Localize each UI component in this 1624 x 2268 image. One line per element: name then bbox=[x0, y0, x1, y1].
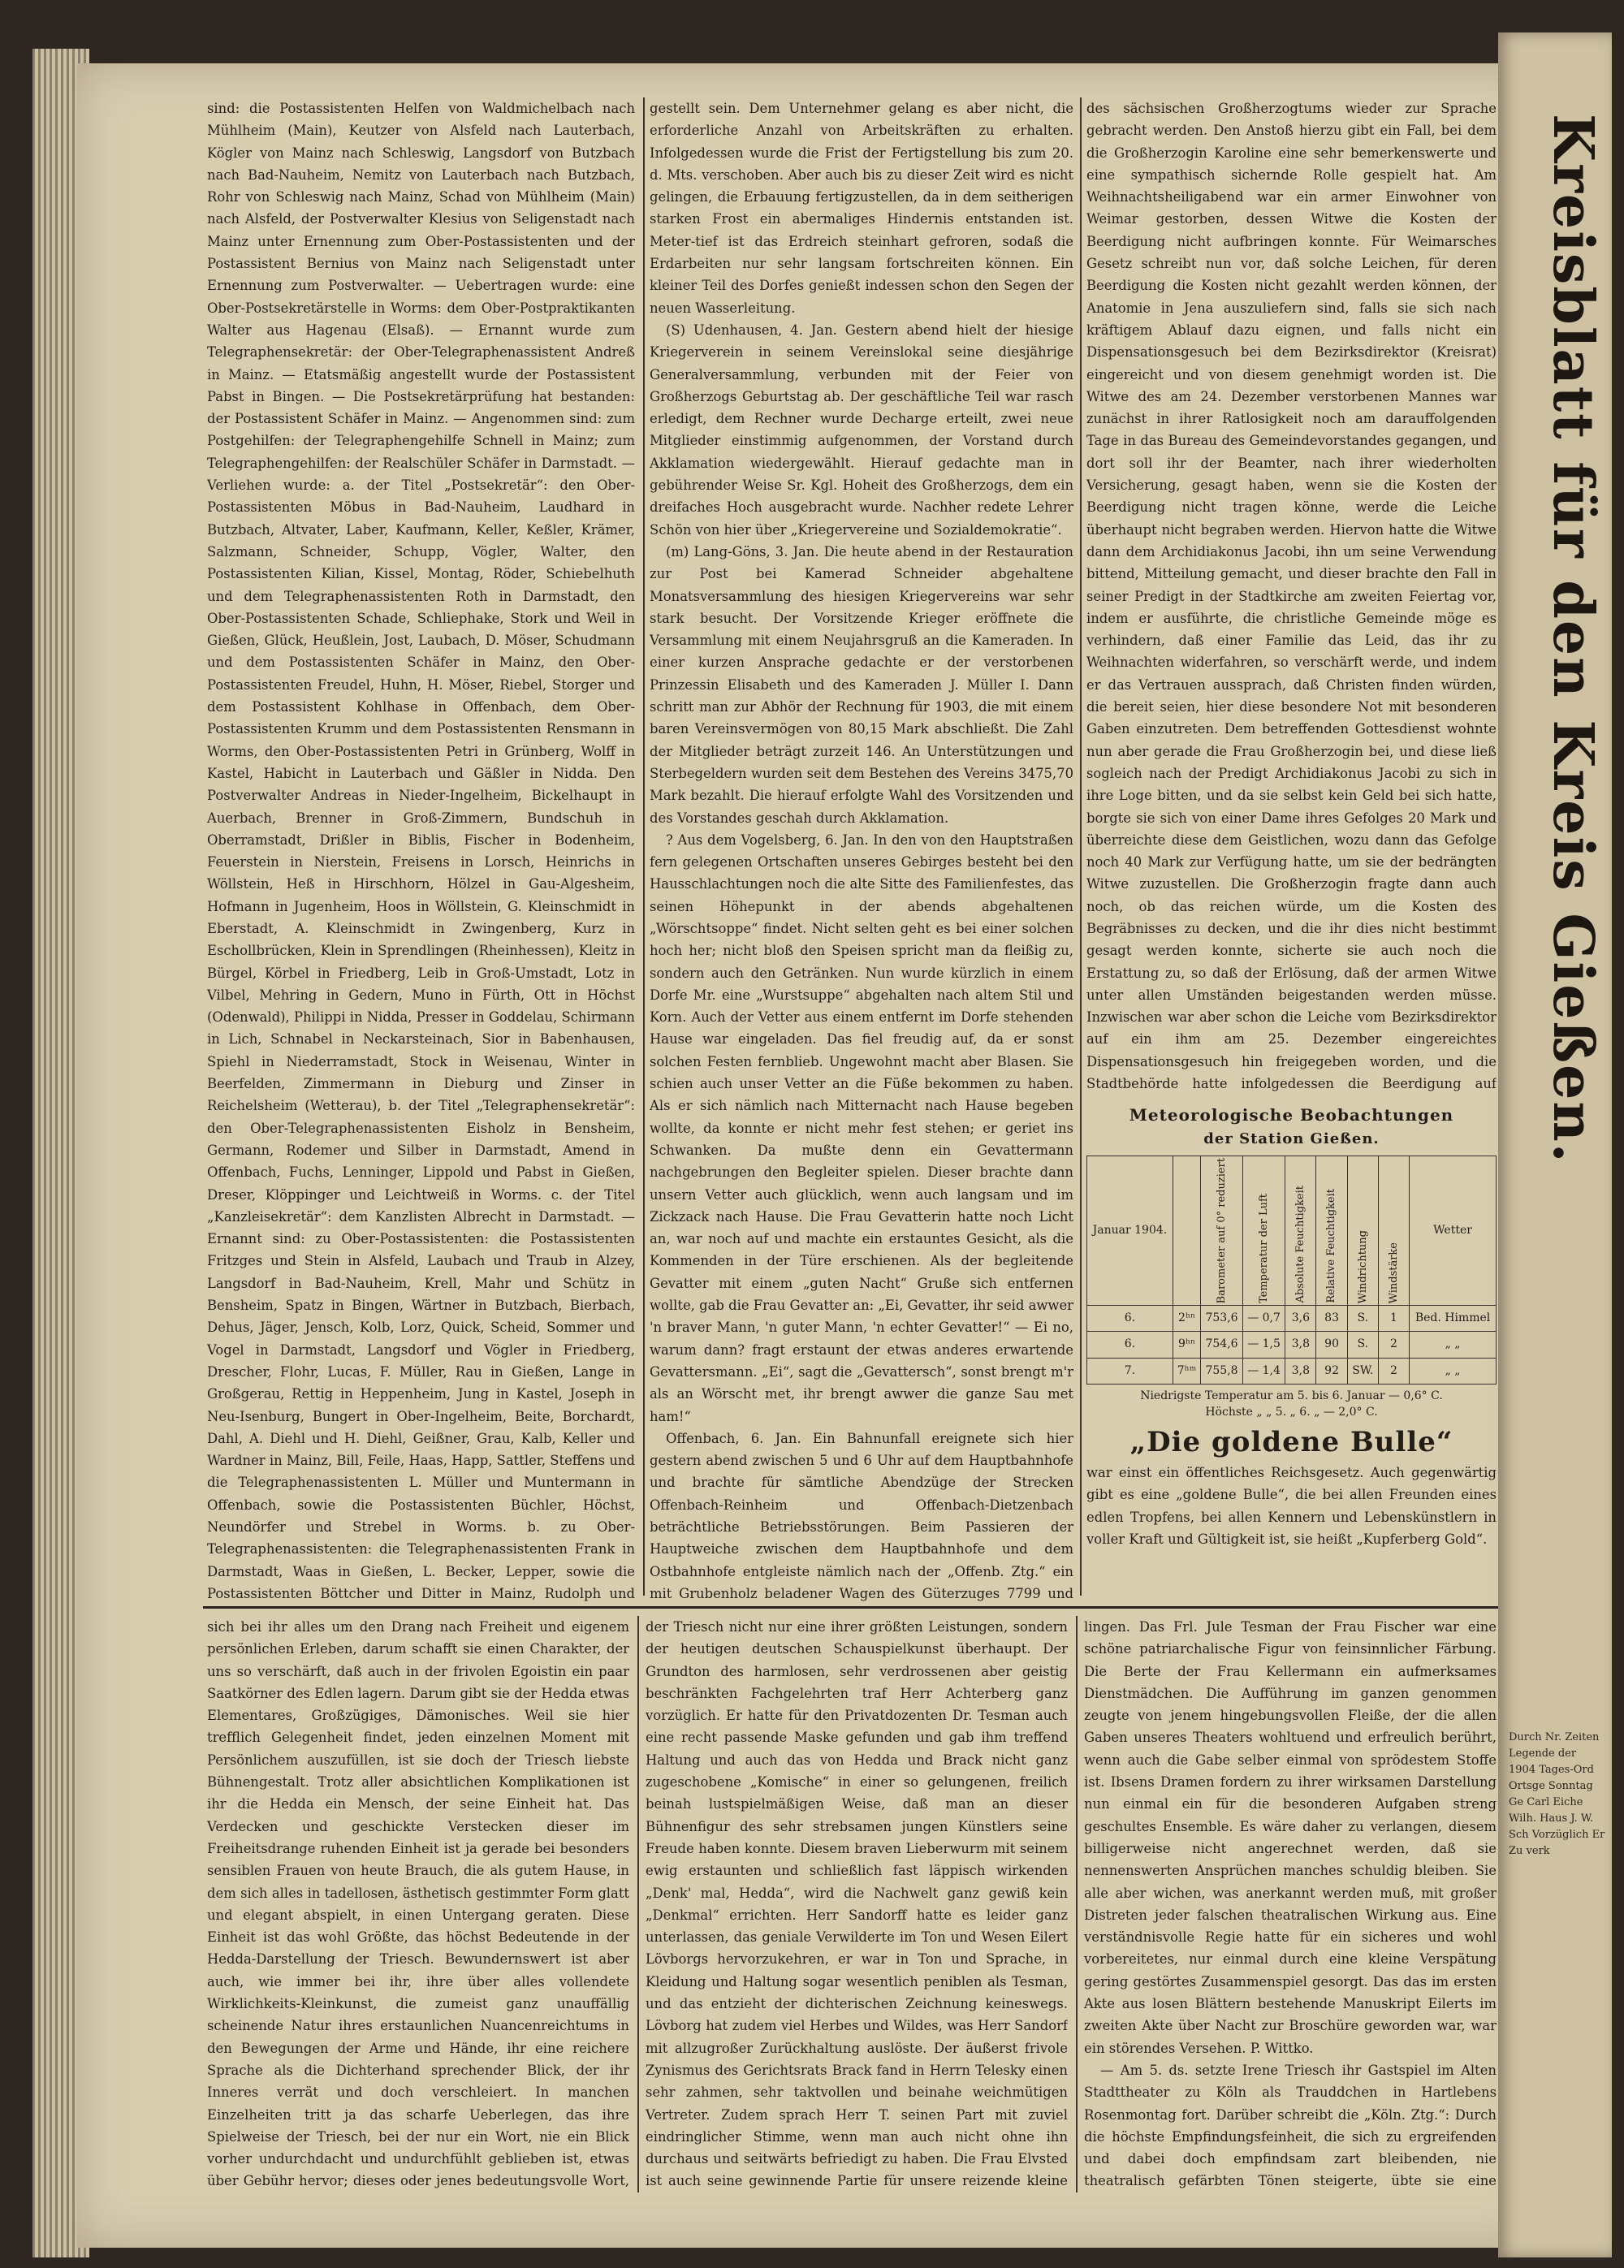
weather-footnote-low: Niedrigste Temperatur am 5. bis 6. Januar — 0,6° C. bbox=[1140, 1389, 1443, 1402]
cell-wetter: „ „ bbox=[1410, 1332, 1497, 1358]
lower-column-3 bbox=[1084, 1616, 1497, 2197]
udenhausen-item: (S) Udenhausen, 4. Jan. Gestern abend hielt der hiesige Kriegerverein in seinem Vereinslokal seine diesjährige Generalversammlung, verbunden mit der Feier von Großherzogs Geburtstag ab. Der geschäftliche Teil war rasch erledigt, dem Rechner wurde Decharge erteilt, zwei neue Mitglieder einstimmig aufgenommen, der Vorstand durch Akklamation wiedergewählt. Hierauf gedachte man in gebührender Weise Sr. Kgl. Hoheit des Großherzogs, dem ein dreifaches Hoch ausgebracht wurde. Nachher redete Lehrer Schön von hier über „Kriegervereine und Sozialdemokratie“. bbox=[650, 322, 1073, 538]
horizontal-section-rule bbox=[203, 1606, 1498, 1609]
weather-table-box bbox=[1086, 1104, 1497, 1420]
facing-page-fragments bbox=[1509, 1730, 1606, 2233]
masthead-vertical bbox=[1540, 81, 1612, 1786]
cell-absf: 3,8 bbox=[1285, 1332, 1316, 1358]
triesch-koeln-item: — Am 5. ds. setzte Irene Triesch ihr Gastspiel im Alten Stadttheater zu Köln als Trauddchen in Hartlebens Rosenmontag fort. Darüber schreibt die „Köln. Ztg.“: Durch die höchste Empfindungsfeinheit, die sich zu ergreifenden und dabei doch empfindsam zart bleibenden, nie theatralisch gefärbten Tönen steigerte, übte sie eine bbox=[1084, 2062, 1497, 2189]
lower-column-1-text: sich bei ihr alles um den Drang nach Freiheit und eigenem persönlichen Erleben, darum schafft sie einen Charakter, der uns so verschärft, daß auch in der frivolen Egoistin ein paar Saatkörner des Edlen lagern. Darum gibt sie der Hedda etwas Elementares, Großzügiges, Dämonisches. Weil sie hier trefflich Gelegenheit findet, jeden einzelnen Moment mit Persönlichem auszufüllen, ist sie doch der Triesch liebste Bühnengestalt. Trotz aller absichtlichen Komplikationen ist ihr die Hedda ein Mensch, der seine Einheit hat. Das Verdecken und geschickte Verstecken dieser im Freiheitsdrange ruhenden Einheit ist ja gerade bei besonders sensiblen Frauen von heute Brauch, die als gutem Hause, in dem sich alles in tadellosen, ästhetisch gestimmter Form glatt und elegant abspielt, in einen Untergang geraten. Diese Einheit ist das wohl Größte, das höchst Bedeutende in der Hedda-Darstellung der Triesch. Bewundernswert ist aber auch, wie immer bei ihr, ihre über alles vollendete Wirklichkeits-Kleinkunst, die zumeist ganz unauffällig scheinende Natur ihres erstaunlichen Nuancenreichtums in den Bewegungen der Arme und Hände, ihr eine reichere Sprache als die Dichterhand sprechender Blick, der ihr Inneres verrät und doch verschleiert. In manchen Einzelheiten tritt ja das scharfe Ueberlegen, das ihre Spielweise der Triesch, bei der nur ein Wort, nie ein Blick vorher undurchdacht und undurchfühlt geblieben ist, etwas über Gebühr hervor; dieses oder jenes bedeutungsvolle Wort, bbox=[207, 1619, 629, 2189]
goldene-bulle-text: war einst ein öffentliches Reichsgesetz. Auch gegenwärtig gibt es eine „goldene Bulle“, die bei allen Freunden eines edlen Tropfens, bei allen Kennern und Lebenskünstlern in voller Kraft und Gültigkeit ist, sie heißt „Kupferberg Gold“. bbox=[1086, 1465, 1497, 1548]
weather-col-wind: Windrichtung bbox=[1347, 1156, 1378, 1305]
column-divider-1 bbox=[643, 97, 645, 1596]
cell-absf: 3,6 bbox=[1285, 1305, 1316, 1331]
column-1-text: sind: die Postassistenten Helfen von Waldmichelbach nach Mühlheim (Main), Keutzer von Alsfeld nach Lauterbach, Kögler von Mainz nach Schleswig, Langsdorf von Butzbach nach Bad-Nauheim, Nemitz von Lauterbach nach Butzbach, Rohr von Schleswig nach Mainz, Schad von Mühlheim (Main) nach Alsfeld, der Postverwalter Klesius von Seligenstadt nach Mainz unter Ernennung zum Ober-Postassistenten und der Postassistent Bernius von Mainz nach Seligenstadt unter Ernennung zum Postverwalter. — Uebertragen wurde: eine Ober-Postsekretärstelle in Worms: dem Ober-Postpraktikanten Walter aus Hagenau (Elsaß). — Ernannt wurde zum Telegraphensekretär: der Ober-Telegraphenassistent Andreß in Mainz. — Etatsmäßig angestellt wurde der Postassistent Pabst in Bingen. — Die Postsekretärprüfung hat bestanden: der Postassistent Schäfer in Mainz. — Angenommen sind: zum Postgehilfen: der Telegraphengehilfe Schnell in Mainz; zum Telegraphengehilfen: der Realschüler Schäfer in Darmstadt. — Verliehen wurde: a. der Titel „Postsekretär“: den Ober-Postassistenten Möbus in Bad-Nauheim, Laudhard in Butzbach, Altvater, Laber, Kaufmann, Keller, Keßler, Krämer, Salzmann, Schneider, Schupp, Vögler, Walter, den Postassistenten Kilian, Kissel, Montag, Röder, Schiebelhuth und dem Telegraphenassistenten Roth in Darmstadt, den Ober-Postassistenten Schade, Schliephake, Stork und Weil in Gießen, Glück, Heußlein, Jost, Laubach, D. Möser, Schudmann und dem Postassistenten Schäfer in Mainz, den Ober-Postassistenten Freudel, Huhn, H. Möser, Riebel, Storger und dem Postassistent Kohlhase in Offenbach, dem Ober-Postassistenten Krumm und dem Postassistenten Rensmann in Worms, den Ober-Postassistenten Petri in Grünberg, Wolff in Kastel, Habicht in Lauterbach und Gäßler in Nidda. Den Postverwalter Andreas in Nieder-Ingelheim, Bickelhaupt in Auerbach, Brenner in Groß-Zimmern, Bundschuh in Oberramstadt, Drißler in Biblis, Fischer in Bodenheim, Feuerstein in Nierstein, Freisens in Lorsch, Heinrichs in Wöllstein, Heß in Hirschhorn, Hölzel in Gau-Algesheim, Hofmann in Jugenheim, Hoos in Wöllstein, G. Kleinschmidt in Eberstadt, A. Kleinschmidt in Zwingenberg, Kurz in Eschollbrücken, Klein in Sprendlingen (Rheinhessen), Kleitz in Bürgel, Körbel in Friedberg, Leib in Groß-Umstadt, Lotz in Vilbel, Mehring in Gedern, Muno in Fürth, Ott in Höchst (Odenwald), Philippi in Nidda, Presser in Goddelau, Schirmann in Lich, Schnabel in Neckarsteinach, Sior in Babenhausen, Spiehl in Niederramstadt, Stock in Weisenau, Winter in Beerfelden, Zimmermann in Dieburg und Zinser in Reichelsheim (Wetterau), b. der Titel „Telegraphensekretär“: den Ober-Telegraphenassistenten Eisholz in Bensheim, Germann, Rodemer und Silber in Darmstadt, Amend in Offenbach, Fuchs, Lenninger, Lippold und Pabst in Gießen, Dreser, Klöppinger und Leichtweiß in Worms. c. der Titel „Kanzleisekretär“: dem Kanzlisten Albrecht in Darmstadt. — Ernannt sind: zu Ober-Postassistenten: die Postassistenten Fritzges und Stein in Alsfeld, Laubach und Traub in Alzey, Langsdorf in Bad-Nauheim, Krell, Mahr und Schütz in Bensheim, Spatz in Bingen, Wärtner in Butzbach, Bierbach, Dehus, Jäger, Jensch, Kolb, Lorz, Quick, Scheid, Sommer und Vogel in Darmstadt, Langsdorf und Vögler in Friedberg, Drescher, Flohr, Lucas, F. Müller, Rau in Gießen, Lange in Großgerau, Rettig in Heppenheim, Jung in Kastel, Joseph in Neu-Isenburg, Bungert in Ober-Ingelheim, Beite, Borchardt, Dahl, A. Diehl und H. Diehl, Geißner, Grau, Kalb, Keller und Wardner in Mainz, Bill, Feile, Haas, Happ, Sattler, Steffens und die Telegraphenassistenten L. Müller und Muntermann in Offenbach, sowie die Postassistenten Büchler, Höchst, Neundörfer und Strebel in Worms. b. zu Ober-Telegraphenassistenten: die Telegraphenassistenten Frank in Darmstadt, Waas in Gießen, L. Becker, Lepper, sowie die Postassistenten Böttcher und Ditter in Mainz, Rudolph und bbox=[207, 101, 635, 1601]
column-2-text: gestellt sein. Dem Unternehmer gelang es aber nicht, die erforderliche Anzahl von Arbeitskräften zu erhalten. Infolgedessen wurde die Frist der Fertigstellung bis zum 20. d. Mts. verschoben. Aber auch bis zu dieser Zeit wird es nicht gelingen, die Erbauung fertigzustellen, da in dem seitherigen starken Frost ein abermaliges Hindernis entstanden ist. Meter-tief ist das Erdreich steinhart gefroren, sodaß die Erdarbeiten nur sehr langsam fortschreiten können. Ein kleiner Teil des Dorfes genießt indessen schon den Segen der neuen Wasserleitung. bbox=[650, 101, 1073, 316]
lower-column-2-text: der Triesch nicht nur eine ihrer größten Leistungen, sondern der heutigen deutschen Schauspielkunst überhaupt. Der Grundton des harmlosen, sehr verdrossenen aber geistig beschränkten Fachgelehrten traf Herr Achterberg ganz vorzüglich. Er hatte für den Privatdozenten Dr. Tesman auch eine recht passende Maske gefunden und gab ihm treffend Haltung und auch das von Hedda und Brack nicht ganz zugeschobene „Komische“ in einer so gelungenen, freilich beinah lustspielmäßigen Weise, daß man an dieser Bühnenfigur des sehr strebsamen jungen Künstlers seine Freude haben konnte. Diesem braven Lieberwurm mit seinem ewig erstaunten und schließlich fast läppisch wirkenden „Denk' mal, Hedda“, wird die Nachwelt ganz gewiß kein „Denkmal“ errichten. Herr Sandorff hatte es leider ganz unterlassen, das geniale Verwilderte im Ton und Wesen Eilert Lövborgs hervorzukehren, er war in Ton und Sprache, in Kleidung und Haltung sogar wesentlich peniblen als Tesman, und das entzieht der dichterischen Zeichnung keineswegs. Lövborg hat zudem viel Herbes und Wildes, was Herr Sandorf mit allzugroßer Zurückhaltung auslöste. Der äußerst frivole Zynismus des Gerichtsrats Brack fand in Herrn Telesky einen sehr zahmen, sehr taktvollen und beinahe weichmütigen Vertreter. Zudem sprach Herr T. seinen Part mit zuviel eindringlicher Stimme, wenn man auch nicht ohne ihn durchaus und seitwärts befriedigt zu haben. Die Frau Elvsted ist auch seine gewinnende Partie für unsere reizende kleine bbox=[646, 1619, 1068, 2189]
weather-col-baro: Barometer auf 0° reduziert bbox=[1201, 1156, 1243, 1305]
cell-time: 7ʰᵐ bbox=[1173, 1358, 1200, 1384]
cell-wind: S. bbox=[1347, 1305, 1378, 1331]
cell-wetter: Bed. Himmel bbox=[1410, 1305, 1497, 1331]
cell-windst: 2 bbox=[1378, 1358, 1409, 1384]
offenbach-item: Offenbach, 6. Jan. Ein Bahnunfall ereignete sich hier gestern abend zwischen 5 und 6 Uhr auf dem Hauptbahnhofe und brachte für sämtliche Abendzüge der Strecken Offenbach-Reinheim und Offenbach-Dietzenbach beträchtliche Betriebsstörungen. Beim Passieren der Hauptweiche zwischen dem Hauptbahnhofe und dem Ostbahnhofe entgleiste nämlich nach der „Offenb. Ztg.“ ein mit Grubenholz beladener Wagen des Güterzuges 7799 und bbox=[650, 1430, 1073, 1601]
weather-col-wetter: Wetter bbox=[1410, 1156, 1497, 1305]
weather-col-date: Januar 1904. bbox=[1087, 1156, 1173, 1305]
cell-absf: 3,8 bbox=[1285, 1358, 1316, 1384]
facing-page-text: Durch Nr. Zeiten Legende der 1904 Tages-Ord Ortsge Sonntag Ge Carl Eiche Wilh. Haus J. W. Sch Vorzüglich Er Zu verk bbox=[1509, 1731, 1605, 1857]
weather-title: Meteorologische Beobachtungen bbox=[1129, 1105, 1454, 1125]
weather-col-temp: Temperatur der Luft bbox=[1242, 1156, 1285, 1305]
lower-column-2 bbox=[646, 1616, 1068, 2197]
masthead-title: Kreisblatt für den Kreis Gießen. bbox=[1540, 114, 1605, 1164]
column-2 bbox=[650, 97, 1073, 1608]
weather-col-relf: Relative Feuchtigkeit bbox=[1316, 1156, 1347, 1305]
cell-time: 9ʰⁿ bbox=[1173, 1332, 1200, 1358]
weather-col-time bbox=[1173, 1156, 1200, 1305]
weather-col-absf: Absolute Feuchtigkeit bbox=[1285, 1156, 1316, 1305]
lower-divider-1 bbox=[637, 1616, 639, 2192]
lower-column-1 bbox=[207, 1616, 629, 2197]
column-1 bbox=[207, 97, 635, 1608]
cell-baro: 754,6 bbox=[1201, 1332, 1243, 1358]
cell-relf: 83 bbox=[1316, 1305, 1347, 1331]
cell-time: 2ʰⁿ bbox=[1173, 1305, 1200, 1331]
vogelsberg-item: ? Aus dem Vogelsberg, 6. Jan. In den von den Hauptstraßen fern gelegenen Ortschaften unseres Gebirges besteht bei den Hausschlachtungen noch die alte Sitte des Familienfestes, das seinen Höhepunkt in der abends abgehaltenen „Wörschtsoppe“ findet. Nicht selten geht es bei einer solchen hoch her; nicht bloß den Speisen spricht man da fleißig zu, sondern auch den Getränken. Nun wurde kürzlich in einem Dorfe Mr. eine „Wurstsuppe“ abgehalten nach altem Stil und Korn. Auch der Vetter aus einem entfernt im Dorfe stehenden Hause war eingeladen. Das fiel freudig auf, da er sonst solchen Festen fernblieb. Ungewohnt macht aber Blasen. Sie schien auch unser Vetter an die Füße bekommen zu haben. Als er sich nämlich nach Mitternacht nach Hause begeben wollte, da konnte er nicht mehr fest stehen; er geriet ins Schwanken. Da mußte denn ein Gevattermann nachgebrungen den Begleiter spielen. Dieser brachte dann unsern Vetter auch glücklich, wenn auch langsam und im Zickzack nach Hause. Die Frau Gevatterin hatte noch Licht an, war noch auf und machte ein erstauntes Gesicht, als die Kommenden in der Türe erschienen. Als der begleitende Gevatter mit einem „guten Nacht“ Gruße sich entfernen wollte, gab die Frau Gevatter an: „Ei, Gevatter, ihr seid awwer 'n braver Mann, 'n guter Mann, 'n echter Gevatter!“ — Ei no, warum dann? fragt erstaunt der etwas anderes erwartende Gevattersmann. „Ei“, sagt die „Gevattersch“, sonst brengt m'r als an Wörscht met, ihr brengt awwer die ganze Sau met ham!“ bbox=[650, 832, 1073, 1424]
lang-goens-item: (m) Lang-Göns, 3. Jan. Die heute abend in der Restauration zur Post bei Kamerad Schneider abgehaltene Monatsversammlung des hiesigen Kriegervereins war sehr stark besucht. Der Vorsitzende Krieger eröffnete die Versammlung mit einem Neujahrsgruß an die Kameraden. In einer kurzen Ansprache gedachte er der verstorbenen Prinzessin Elisabeth und des Kameraden J. Müller I. Dann schritt man zur Abhör der Rechnung für 1903, die mit einem baren Vereinsvermögen von 80,15 Mark abschließt. Die Zahl der Mitglieder beträgt zurzeit 146. An Unterstützungen und Sterbegeldern wurden seit dem Bestehen des Vereins 3475,70 Mark bezahlt. Die hierauf erfolgte Wahl des Vorsitzenden und des Vorstandes geschah durch Akklamation. bbox=[650, 543, 1073, 826]
column-3-text: des sächsischen Großherzogtums wieder zur Sprache gebracht werden. Den Anstoß hierzu gibt ein Fall, bei dem die Großherzogin Karoline eine sehr bemerkenswerte und eine sympathisch sichernde Rolle gespielt hat. Am Weihnachtsheiligabend war ein armer Einwohner von Weimar gestorben, dessen Witwe die Kosten der Beerdigung nicht aufbringen konnte. Für Weimarsches Gesetz schreibt nun vor, daß solche Leichen, für deren Beerdigung die Kosten nicht gezahlt werden können, der Anatomie in Jena auszuliefern sind, falls sie sich nach kräftigem Ablauf dazu eignen, und falls nicht ein Dispensationsgesuch bei dem Bezirksdirektor (Kreisrat) eingereicht und von diesem genehmigt worden ist. Die Witwe des am 24. Dezember verstorbenen Mannes war zunächst in ihrer Ratlosigkeit noch am darauffolgenden Tage in das Bureau des Gemeindevorstandes gegangen, und dort soll ihr der Beamter, nach ihrer wiederholten Versicherung, gesagt haben, wenn sie die Kosten der Beerdigung nicht tragen könne, werde die Leiche überhaupt nicht begraben werden. Hiervon hatte die Witwe dann dem Archidiakonus Jacobi, ihn um seine Verwendung bittend, Mitteilung gemacht, und dieser brachte den Fall in seiner Predigt in der Stadtkirche am zweiten Feiertag vor, indem er ausführte, die christliche Gemeinde möge es verhindern, daß einer Familie das Leid, das ihr zu Weihnachten widerfahren, so verschärft werde, und indem er das Vertrauen aussprach, daß Christen finden würden, die bereit seien, hier diese besondere Not mit besonderen Gaben einzutreten. Dem betreffenden Gottesdienst wohnte nun aber gerade die Frau Großherzogin bei, und diese ließ sogleich nach der Predigt Archidiakonus Jacobi zu sich in ihre Loge bitten, und da sie selbst kein Geld bei sich hatte, borgte sie sich von einer Dame ihres Gefolges 20 Mark und überreichte diese dem Geistlichen, wozu dann das Gefolge noch 40 Mark zur Verfügung hatte, um sie der bedrängten Witwe zuzustellen. Die Großherzogin fragte dann auch noch, ob das reichen würde, um die Kosten des Begräbnisses zu decken, und die ihr dies nicht bestimmt gesagt werden konnte, sicherte sie auch noch die Erstattung zu, so daß der Erlösung, daß der armen Witwe unter allen Umständen beigestanden werden müsse. Inzwischen war aber schon die Leiche vom Bezirksdirektor auf ein ihm am 25. Dezember eingereichtes Dispensationsgesuch hin freigegeben worden, und die Stadtbehörde hatte infolgedessen die Beerdigung auf bbox=[1086, 101, 1497, 1092]
cell-wind: S. bbox=[1347, 1332, 1378, 1358]
cell-day: 7. bbox=[1087, 1358, 1173, 1384]
goldene-bulle-heading: „Die goldene Bulle“ bbox=[1129, 1425, 1453, 1458]
column-divider-2 bbox=[1080, 97, 1082, 1596]
cell-baro: 755,8 bbox=[1201, 1358, 1243, 1384]
cell-windst: 2 bbox=[1378, 1332, 1409, 1358]
lower-divider-2 bbox=[1076, 1616, 1078, 2192]
table-row bbox=[1087, 1358, 1497, 1384]
cell-day: 6. bbox=[1087, 1332, 1173, 1358]
cell-windst: 1 bbox=[1378, 1305, 1409, 1331]
table-row bbox=[1087, 1332, 1497, 1358]
cell-temp: — 1,4 bbox=[1242, 1358, 1285, 1384]
cell-wind: SW. bbox=[1347, 1358, 1378, 1384]
weather-table bbox=[1086, 1156, 1497, 1385]
column-3 bbox=[1086, 97, 1497, 1608]
weather-subtitle: der Station Gießen. bbox=[1203, 1130, 1380, 1148]
cell-baro: 753,6 bbox=[1201, 1305, 1243, 1331]
cell-day: 6. bbox=[1087, 1305, 1173, 1331]
cell-temp: — 0,7 bbox=[1242, 1305, 1285, 1331]
lower-column-3-text: lingen. Das Frl. Jule Tesman der Frau Fischer war eine schöne patriarchalische Figur von feinsinnlicher Färbung. Die Berte der Frau Kellermann ein aufmerksames Dienstmädchen. Die Aufführung im ganzen genommen zeugte von jenem hingebungsvollen Fleiße, der die allen Gaben unseres Theaters wohltuend und erfreulich berührt, wenn auch die Gabe selber einmal von sprödestem Stoffe ist. Ibsens Dramen fordern zu ihrer wirksamen Darstellung nun einmal ein für die besonderen Aufgaben streng geschultes Ensemble. Es wäre daher zu verlangen, diesem billigerweise nicht angerechnet werden, daß sie nennenswerten Ansprüchen manches schuldig bleiben. Sie alle aber wichen, was anerkannt werden muß, mit großer Distreten jeder falschen theatralischen Wirkung aus. Eine verständnisvolle Regie hatte für ein sicheres und wohl vorbereitetes, nur einmal durch eine kleine Verspätung gering gestörtes Zusammenspiel gesorgt. Das das im ersten Akte aus losen Blättern bestehende Manuskript Eilerts im zweiten Akte über Nacht zur Broschüre geworden war, war ein störendes Versehen. P. Wittko. bbox=[1084, 1619, 1497, 2056]
cell-wetter: „ „ bbox=[1410, 1358, 1497, 1384]
table-row bbox=[1087, 1305, 1497, 1331]
cell-relf: 90 bbox=[1316, 1332, 1347, 1358]
weather-footnote-high: Höchste „ „ 5. „ 6. „ — 2,0° C. bbox=[1205, 1405, 1378, 1419]
cell-relf: 92 bbox=[1316, 1358, 1347, 1384]
weather-col-windstaerke: Windstärke bbox=[1378, 1156, 1409, 1305]
cell-temp: — 1,5 bbox=[1242, 1332, 1285, 1358]
